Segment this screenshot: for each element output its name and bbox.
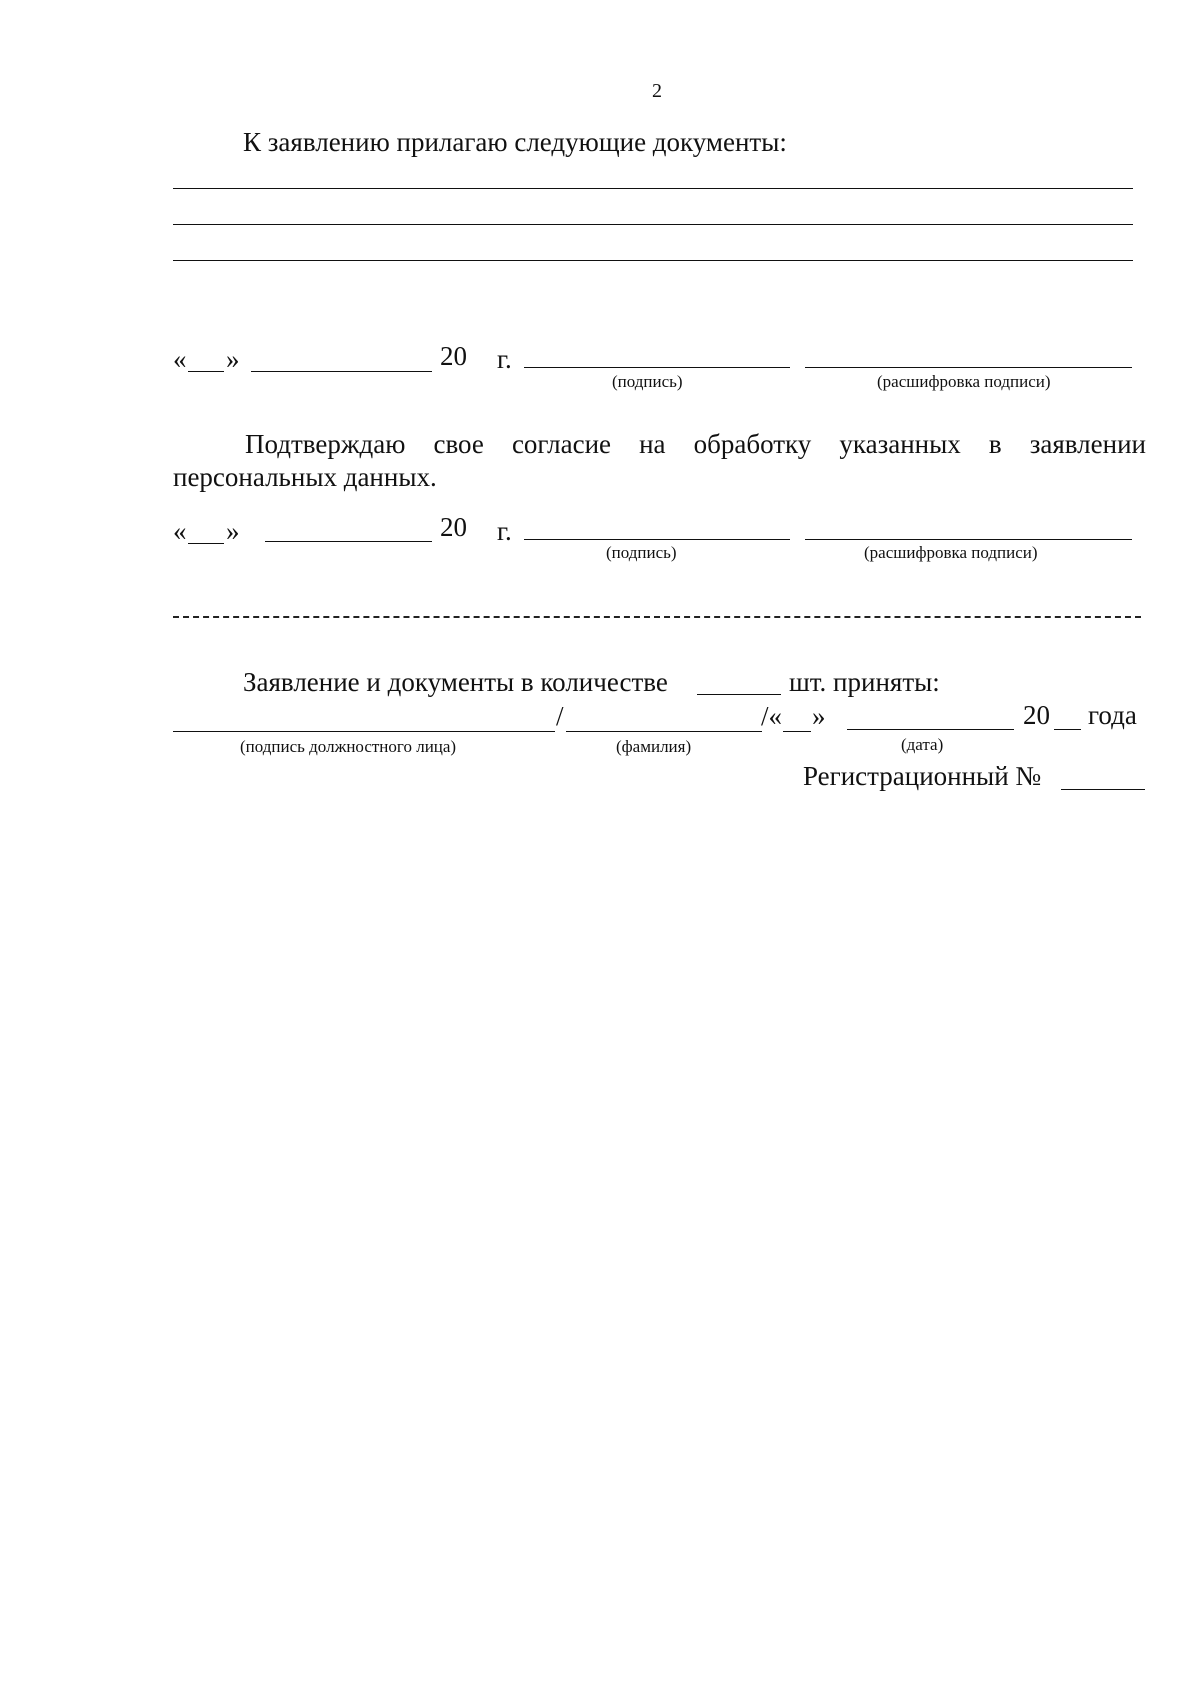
- attachment-line-2[interactable]: [173, 224, 1133, 225]
- acceptance-year-field[interactable]: [1054, 729, 1081, 730]
- acceptance-year-word: года: [1088, 700, 1137, 730]
- signature-caption: (подпись): [612, 372, 683, 391]
- signature-field[interactable]: [524, 539, 790, 540]
- signature-caption: (подпись): [606, 543, 677, 562]
- registration-label: Регистрационный №: [803, 761, 1042, 791]
- acceptance-count-suffix: шт. приняты:: [789, 667, 940, 697]
- year-suffix: г.: [497, 344, 512, 374]
- decoding-caption: (расшифровка подписи): [877, 372, 1051, 391]
- acceptance-intro: Заявление и документы в количестве: [243, 667, 668, 697]
- surname-field[interactable]: [566, 731, 762, 732]
- registration-number-field[interactable]: [1061, 789, 1145, 790]
- month-field[interactable]: [265, 541, 432, 542]
- day-field[interactable]: [188, 543, 224, 544]
- surname-caption: (фамилия): [616, 737, 692, 756]
- official-signature-caption: (подпись должностного лица): [240, 737, 457, 756]
- official-signature-field[interactable]: [173, 731, 555, 732]
- year-prefix: 20: [440, 512, 467, 542]
- date-close-quote: »: [226, 516, 240, 546]
- month-field[interactable]: [251, 371, 432, 372]
- page-number: 2: [652, 80, 662, 102]
- attachments-intro: К заявлению прилагаю следующие документы:: [243, 127, 787, 157]
- day-field[interactable]: [188, 371, 224, 372]
- acceptance-year-prefix: 20: [1023, 700, 1050, 730]
- signature-field[interactable]: [524, 367, 790, 368]
- year-prefix: 20: [440, 341, 467, 371]
- cut-line: [173, 616, 1141, 618]
- date-close-quote: »: [226, 344, 240, 374]
- date-caption: (дата): [901, 735, 944, 754]
- decoding-caption: (расшифровка подписи): [864, 543, 1038, 562]
- acceptance-day-field[interactable]: [783, 731, 811, 732]
- date-open-quote: «: [173, 516, 187, 546]
- document-count-field[interactable]: [697, 694, 781, 695]
- attachment-line-1[interactable]: [173, 188, 1133, 189]
- separator-slash-quote: /«: [761, 701, 783, 731]
- signature-decoding-field[interactable]: [805, 367, 1132, 368]
- separator-slash: /: [556, 701, 564, 731]
- consent-line-2: персональных данных.: [173, 462, 437, 492]
- attachment-line-3[interactable]: [173, 260, 1133, 261]
- acceptance-month-field[interactable]: [847, 729, 1014, 730]
- year-suffix: г.: [497, 516, 512, 546]
- signature-decoding-field[interactable]: [805, 539, 1132, 540]
- consent-line-1: Подтверждаю свое согласие на обработку указанных в заявлении: [245, 429, 1146, 459]
- date-open-quote: «: [173, 344, 187, 374]
- acceptance-close-quote: »: [812, 701, 826, 731]
